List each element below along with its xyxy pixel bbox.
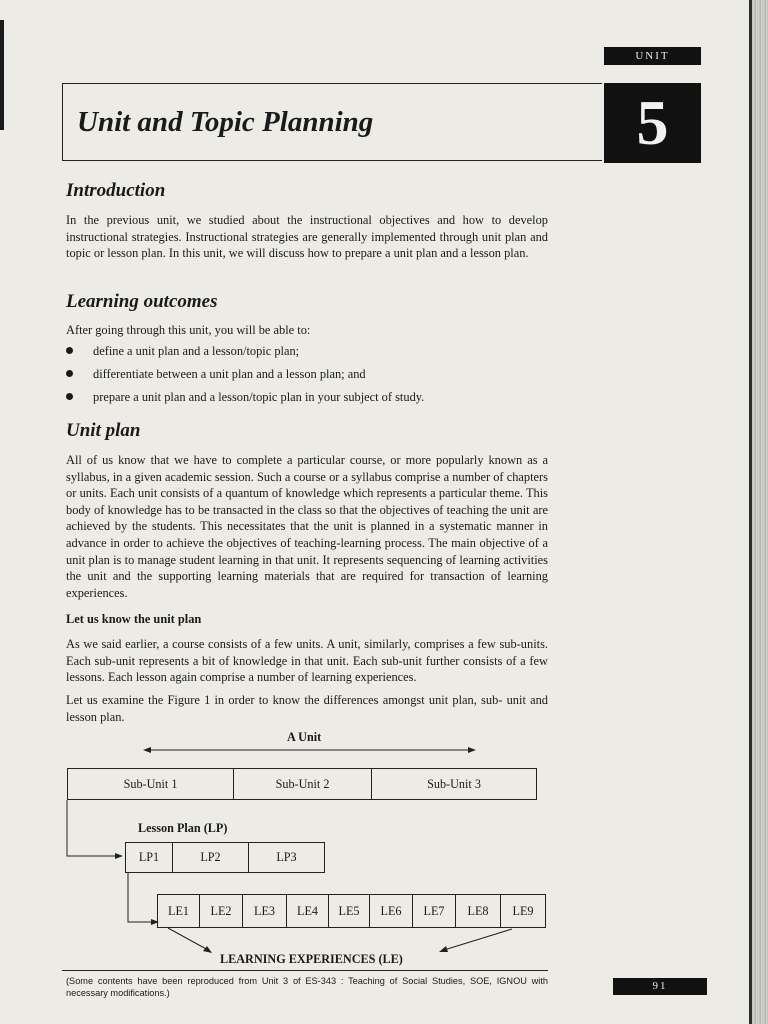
introduction-text: In the previous unit, we studied about the instructional objectives and how to develop instructional strategies. Instructional strategies are generally implemented through unit plan and topic or lesson plan. In this unit, we will discuss how to prepare a unit plan and a lesson plan. <box>66 213 548 261</box>
unit-label: UNIT <box>604 47 701 65</box>
list-item: define a unit plan and a lesson/topic plan; <box>66 343 424 366</box>
learning-experience-cell: LE4 <box>287 895 329 927</box>
bullet-icon <box>66 393 73 400</box>
unit-number: 5 <box>604 83 701 163</box>
lesson-plan-cell: LP2 <box>173 843 249 872</box>
sub-unit-row <box>67 768 537 800</box>
page-spine-shadow <box>0 20 4 130</box>
unit-plan-paragraph-1: All of us know that we have to complete a particular course, or more popularly known as a syllabus, in a given academic session. Such a course or a syllabus comprise a number of chapters or units. Each unit consists of a quantum of knowledge which represents a particular theme. This body of knowledge has to be transacted in the class so that the objectives of teaching the unit are achieved by the students. This necessitates that the unit is planned in a systematic manner in advance in order to achieve the objectives of teaching-learning process. The main objective of a unit plan is to manage student learning in that unit. It represents sequencing of learning activities the unit and the supporting learning materials that are required for transaction of learning experiences. <box>66 453 548 600</box>
learning-experience-cell: LE1 <box>158 895 200 927</box>
learning-experience-cell: LE3 <box>243 895 287 927</box>
outcomes-lead: After going through this unit, you will be able to: <box>66 323 311 337</box>
lesson-plan-cell: LP3 <box>276 850 297 864</box>
outcomes-list <box>66 343 424 412</box>
unit-plan-paragraph-3: Let us examine the Figure 1 in order to know the differences amongst unit plan, sub- unit and lesson plan. <box>66 693 548 724</box>
title-box <box>62 83 602 161</box>
list-item: prepare a unit plan and a lesson/topic plan in your subject of study. <box>66 389 424 412</box>
unit-plan-subheading: Let us know the unit plan <box>66 612 202 626</box>
learning-experience-cell: LE9 <box>512 903 534 918</box>
learning-experience-cell: LE2 <box>200 895 243 927</box>
footnote-divider <box>62 970 548 971</box>
learning-experience-cell: LE6 <box>370 895 413 927</box>
list-item: differentiate between a unit plan and a lesson plan; and <box>66 366 424 389</box>
learning-experience-cell: LE7 <box>413 895 456 927</box>
footnote: (Some contents have been reproduced from Unit 3 of ES-343 : Teaching of Social Studies, SOE, IGNOU with necessary modifications.) <box>66 976 548 998</box>
learning-experience-cell: LE5 <box>329 895 370 927</box>
learning-experiences-label: LEARNING EXPERIENCES (LE) <box>220 952 403 966</box>
page-edge <box>752 0 768 1024</box>
learning-experience-cell: LE8 <box>456 895 501 927</box>
outcomes-heading: Learning outcomes <box>66 291 218 312</box>
learning-experience-row <box>157 894 546 928</box>
sub-unit-cell: Sub-Unit 1 <box>68 769 234 799</box>
sub-unit-cell: Sub-Unit 3 <box>427 776 481 791</box>
sub-unit-cell: Sub-Unit 2 <box>234 769 372 799</box>
bullet-icon <box>66 347 73 354</box>
page-number: 91 <box>613 978 707 995</box>
lesson-plan-cell: LP1 <box>126 843 173 872</box>
page-title: Unit and Topic Planning <box>77 106 374 138</box>
lesson-plan-row <box>125 842 325 873</box>
unit-plan-paragraph-2: As we said earlier, a course consists of a few units. A unit, similarly, comprises a few sub-units. Each sub-unit represents a bit of knowledge in that unit. Each sub-unit further consists of a few lessons. Each lesson again comprise a number of learning experiences. <box>66 637 548 685</box>
bullet-icon <box>66 370 73 377</box>
unit-plan-heading: Unit plan <box>66 420 141 441</box>
figure-unit-label: A Unit <box>287 730 322 744</box>
introduction-heading: Introduction <box>66 180 166 201</box>
lesson-plan-label: Lesson Plan (LP) <box>138 821 228 835</box>
